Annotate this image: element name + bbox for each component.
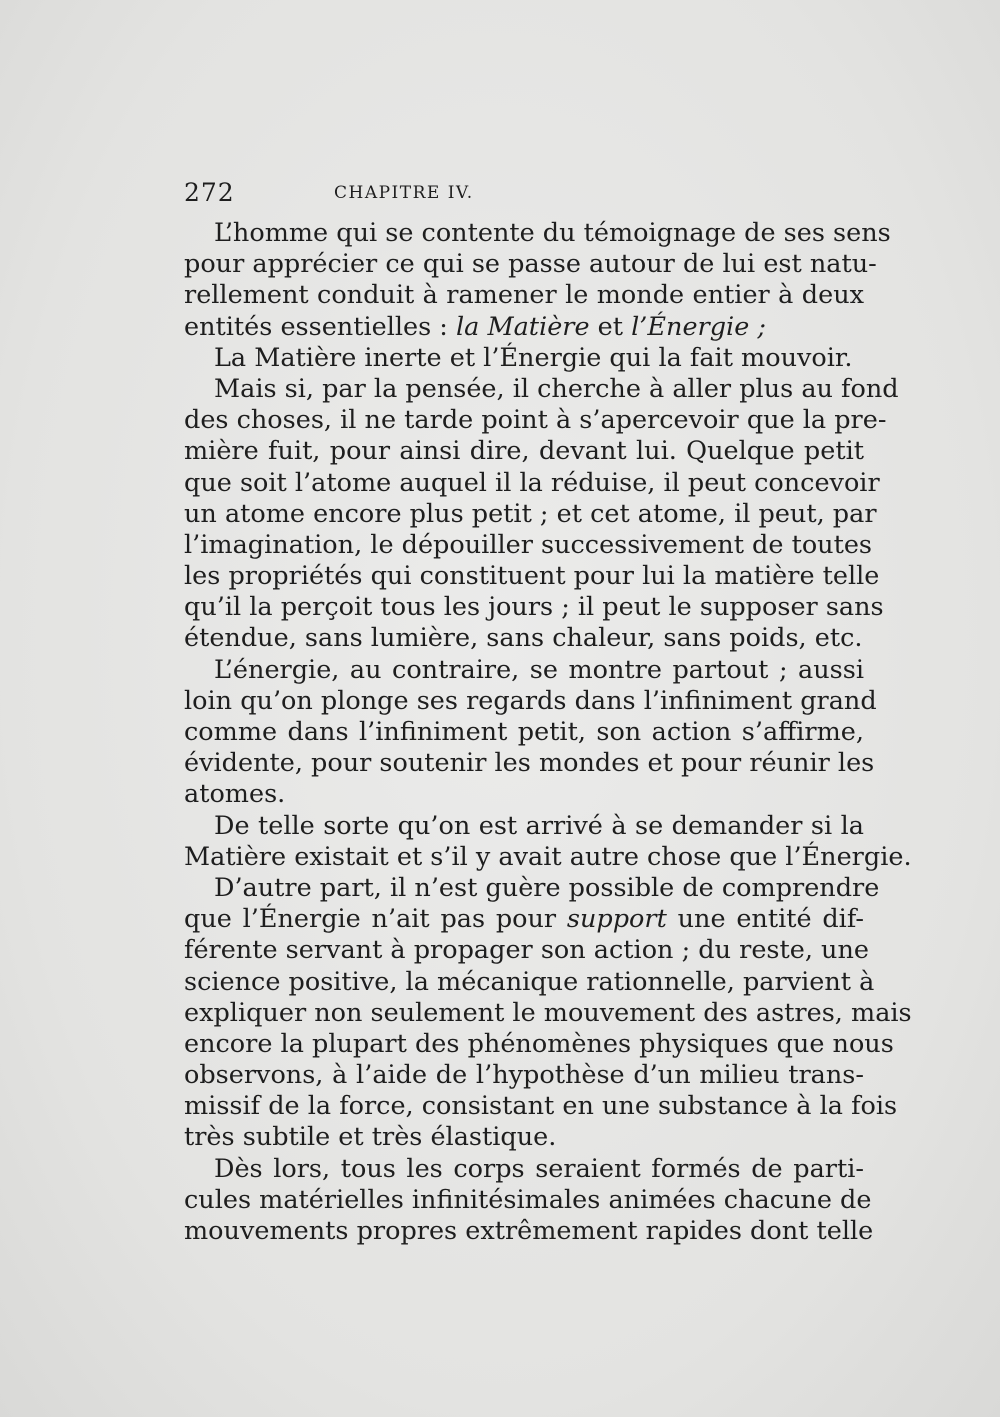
italic-term-energie: l’Énergie ; [631,311,766,342]
text-line: Dès lors, tous les corps seraient formés de parti- [214,1153,864,1184]
text-line: Mais si, par la pensée, il cherche à aller plus au fond [214,373,899,404]
body-text [184,218,912,1247]
text-line: atomes. [184,779,286,810]
text-line: observons, à l’aide de l’hypothèse d’un milieu trans- [184,1060,864,1091]
text-line: l’imagination, le dépouiller successivement de toutes [184,529,873,560]
text-line: L’énergie, au contraire, se montre partout ; aussi [214,654,864,685]
text-line: des choses, il ne tarde point à s’apercevoir que la pre- [184,405,887,436]
text-line: loin qu’on plonge ses regards dans l’infiniment grand [184,685,877,716]
text-line: très subtile et très élastique. [184,1122,557,1153]
text-segment: une entité dif- [666,904,864,935]
running-head: CHAPITRE IV. [334,183,474,203]
text-line: pour apprécier ce qui se passe autour de lui est natu- [184,249,877,280]
text-line: évidente, pour soutenir les mondes et pour réunir les [184,748,875,779]
text-segment: que l’Énergie n’ait pas pour [184,904,567,935]
text-line: mière fuit, pour ainsi dire, devant lui. Quelque petit [184,436,864,467]
text-line: mouvements propres extrêmement rapides dont telle [184,1216,874,1246]
text-line: qu’il la perçoit tous les jours ; il peut le supposer sans [184,592,884,623]
text-line: les propriétés qui constituent pour lui la matière telle [184,561,880,592]
text-line: De telle sorte qu’on est arrivé à se demander si la [214,810,864,841]
text-line [184,312,864,343]
text-line: férente servant à propager son action ; du reste, une [184,935,869,966]
text-line: science positive, la mécanique rationnelle, parvient à [184,966,875,997]
page-number: 272 [184,178,235,207]
text-segment: entités essentielles : [184,311,457,342]
text-segment: et [589,311,632,342]
text-line: La Matière inerte et l’Énergie qui la fait mouvoir. [214,342,853,373]
page-header [184,178,864,208]
text-line [184,904,864,935]
text-line: L’homme qui se contente du témoignage de ses sens [214,218,891,248]
text-line: Matière existait et s’il y avait autre chose que l’Énergie. [184,841,912,872]
italic-term-support: support [566,904,667,935]
text-line: D’autre part, il n’est guère possible de comprendre [214,872,880,903]
text-line: expliquer non seulement le mouvement des astres, mais [184,997,912,1028]
text-line: étendue, sans lumière, sans chaleur, sans poids, etc. [184,623,863,654]
text-line: un atome encore plus petit ; et cet atome, il peut, par [184,498,877,529]
text-line: missif de la force, consistant en une substance à la fois [184,1091,898,1122]
text-line: rellement conduit à ramener le monde entier à deux [184,280,864,311]
text-line: cules matérielles infinitésimales animées chacune de [184,1184,872,1215]
italic-term-matiere: la Matière [456,311,590,342]
text-line: encore la plupart des phénomènes physiques que nous [184,1028,894,1059]
text-line: que soit l’atome auquel il la réduise, il peut concevoir [184,467,880,498]
text-line: comme dans l’infiniment petit, son action s’affirme, [184,717,864,747]
